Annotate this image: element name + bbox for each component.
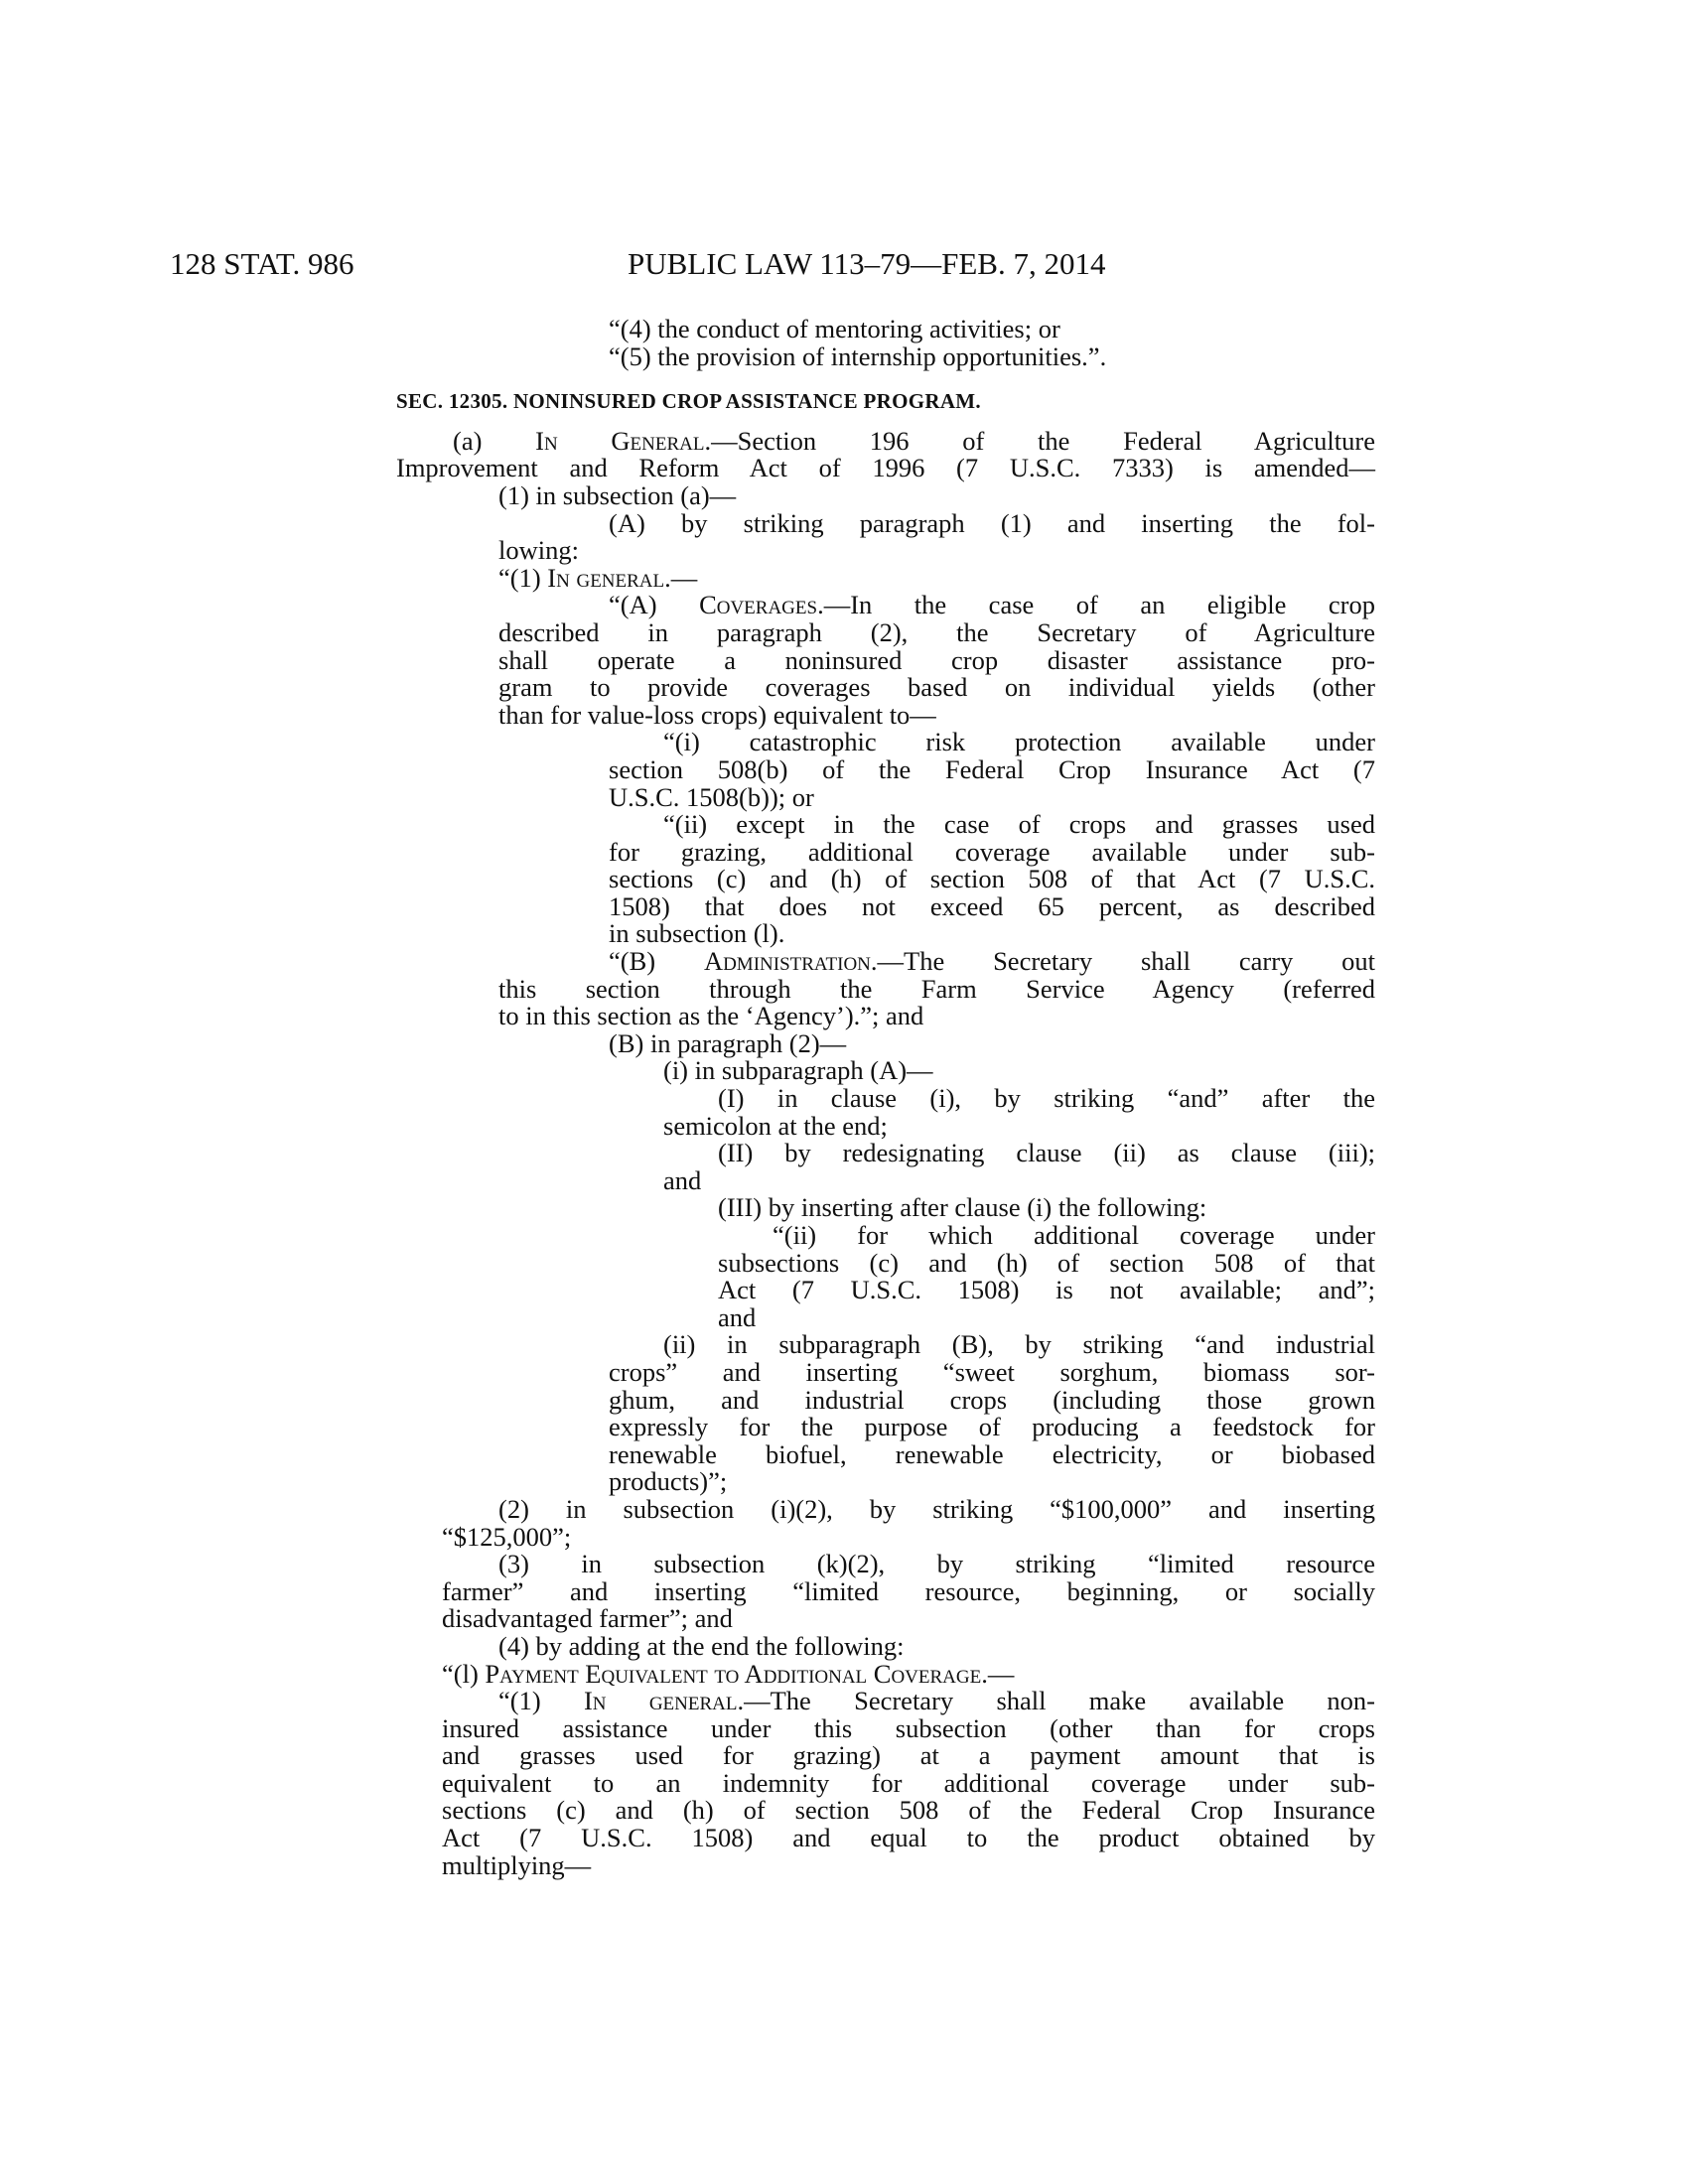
statute-page-number: 128 STAT. 986 [170,246,354,281]
text-line: sections (c) and (h) of section 508 of the Federal Crop Insurance [442,1795,1375,1826]
text-line: 1508) that does not exceed 65 percent, as described [609,890,1375,921]
text-line: (III) by inserting after clause (i) the following: [718,1192,1207,1223]
text-line: subsections (c) and (h) of section 508 of that [718,1247,1375,1278]
text-line: Act (7 U.S.C. 1508) is not available; and”; [718,1275,1375,1305]
text-line: (a) In General.—Section 196 of the Federal Agriculture [453,425,1375,456]
text-line: multiplying— [442,1849,592,1880]
text-line: Improvement and Reform Act of 1996 (7 U.S.C. 7333) is amended— [396,453,1375,483]
text-line: gram to provide coverages based on individual yields (other [498,672,1375,703]
text-line: equivalent to an indemnity for additional coverage under sub- [442,1767,1375,1798]
text-line: semicolon at the end; [663,1110,888,1141]
text-line: (II) by redesignating clause (ii) as clause (iii); [718,1138,1375,1168]
text-line: “(1) In general.—The Secretary shall make available non- [498,1686,1375,1716]
text-line: disadvantaged farmer”; and [442,1603,733,1634]
text-line: (ii) in subparagraph (B), by striking “and industrial [663,1329,1375,1360]
text-line: to in this section as the ‘Agency’).”; and [498,1001,924,1031]
text-line: “(A) Coverages.—In the case of an eligible crop [609,590,1375,620]
statute-body [396,314,1375,1880]
text-line: “(ii) for which additional coverage under [773,1220,1375,1250]
text-line: “(4) the conduct of mentoring activities; or [609,314,1060,343]
text-line: ghum, and industrial crops (including those grown [609,1384,1375,1415]
text-line: U.S.C. 1508(b)); or [609,781,814,812]
text-line: for grazing, additional coverage available under sub- [609,836,1375,867]
text-line: this section through the Farm Service Agency (referred [498,973,1375,1004]
text-line: crops” and inserting “sweet sorghum, biomass sor- [609,1356,1375,1387]
text-line: (1) in subsection (a)— [498,479,737,510]
text-line: renewable biofuel, renewable electricity, or biobased [609,1438,1375,1469]
text-line: (2) in subsection (i)(2), by striking “$100,000” and inserting [498,1493,1375,1524]
text-line: and [718,1301,757,1332]
text-line: “(ii) except in the case of crops and grasses used [663,809,1375,840]
text-line: “(i) catastrophic risk protection available under [663,727,1375,757]
text-line: (4) by adding at the end the following: [498,1630,905,1661]
text-line: section 508(b) of the Federal Crop Insurance Act (7 [609,753,1375,784]
text-line: insured assistance under this subsection (other than for crops [442,1712,1375,1743]
text-line: shall operate a noninsured crop disaster assistance pro- [498,644,1375,675]
text-line: Act (7 U.S.C. 1508) and equal to the product obtained by [442,1823,1375,1853]
text-line: (3) in subsection (k)(2), by striking “limited resource [498,1549,1375,1579]
text-line: products)”; [609,1466,728,1497]
text-line: (i) in subparagraph (A)— [663,1055,933,1086]
text-line: described in paragraph (2), the Secretary of Agriculture [498,616,1375,647]
text-line: lowing: [498,535,579,566]
text-line: expressly for the purpose of producing a feedstock for [609,1412,1375,1442]
text-line: and grasses used for grazing) at a payment amount that is [442,1740,1375,1771]
page-header [0,246,1688,286]
text-line: and [663,1164,702,1195]
section-heading: SEC. 12305. NONINSURED CROP ASSISTANCE PROGRAM. [396,389,981,414]
text-line: farmer” and inserting “limited resource, beginning, or socially [442,1575,1375,1606]
text-line: (B) in paragraph (2)— [609,1027,847,1058]
text-line: in subsection (l). [609,918,785,949]
public-law-title: PUBLIC LAW 113–79—FEB. 7, 2014 [628,246,1106,281]
text-line: sections (c) and (h) of section 508 of that Act (7 U.S.C. [609,864,1375,894]
text-line: “$125,000”; [442,1521,572,1552]
text-line: (A) by striking paragraph (1) and inserting the fol- [609,507,1375,538]
text-line: “(l) Payment Equivalent to Additional Coverage.— [442,1658,1015,1689]
text-line: (I) in clause (i), by striking “and” after the [718,1083,1375,1114]
text-line: than for value-loss crops) equivalent to— [498,699,936,730]
text-line: “(5) the provision of internship opportunities.”. [609,341,1107,371]
text-line: “(1) In general.— [498,562,698,593]
text-line: “(B) Administration.—The Secretary shall carry out [609,946,1375,977]
